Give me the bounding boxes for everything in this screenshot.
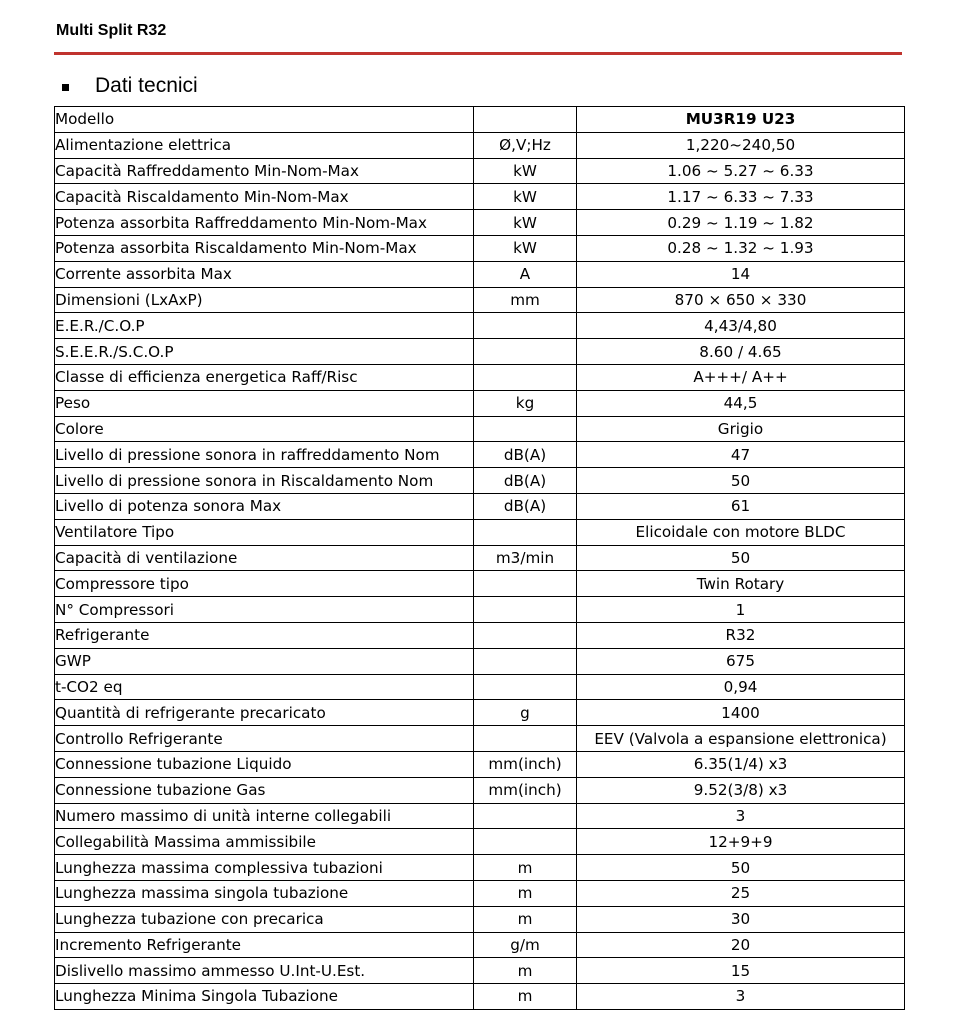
- document-title: Multi Split R32: [56, 22, 167, 39]
- spec-label: N° Compressori: [55, 597, 474, 623]
- spec-unit: dB(A): [474, 468, 577, 494]
- spec-label: Capacità Riscaldamento Min-Nom-Max: [55, 184, 474, 210]
- spec-value: 50: [577, 855, 905, 881]
- table-row: [55, 880, 905, 906]
- table-row: [55, 261, 905, 287]
- spec-label: Lunghezza massima singola tubazione: [55, 880, 474, 906]
- spec-label: Livello di pressione sonora in Riscaldamento Nom: [55, 468, 474, 494]
- spec-unit: [474, 648, 577, 674]
- table-row: [55, 132, 905, 158]
- spec-value: 12+9+9: [577, 829, 905, 855]
- spec-value: 0.29 ~ 1.19 ~ 1.82: [577, 210, 905, 236]
- spec-value: 0,94: [577, 674, 905, 700]
- spec-label: Dislivello massimo ammesso U.Int-U.Est.: [55, 958, 474, 984]
- table-row: [55, 597, 905, 623]
- table-row: [55, 210, 905, 236]
- spec-unit: [474, 339, 577, 365]
- spec-value: 25: [577, 880, 905, 906]
- table-row: [55, 906, 905, 932]
- spec-value: Grigio: [577, 416, 905, 442]
- spec-value: 3: [577, 984, 905, 1010]
- spec-value: 61: [577, 493, 905, 519]
- spec-value: 15: [577, 958, 905, 984]
- spec-label: Peso: [55, 390, 474, 416]
- spec-unit: [474, 416, 577, 442]
- spec-label: Dimensioni (LxAxP): [55, 287, 474, 313]
- table-row: [55, 958, 905, 984]
- spec-label: Connessione tubazione Liquido: [55, 751, 474, 777]
- table-row: [55, 751, 905, 777]
- table-row: [55, 571, 905, 597]
- spec-label: Controllo Refrigerante: [55, 726, 474, 752]
- spec-label: S.E.E.R./S.C.O.P: [55, 339, 474, 365]
- spec-unit: [474, 597, 577, 623]
- spec-value: 870 × 650 × 330: [577, 287, 905, 313]
- spec-unit: m: [474, 906, 577, 932]
- spec-label: Ventilatore Tipo: [55, 519, 474, 545]
- spec-value: 1: [577, 597, 905, 623]
- spec-unit: [474, 622, 577, 648]
- spec-label: Lunghezza massima complessiva tubazioni: [55, 855, 474, 881]
- spec-label: Refrigerante: [55, 622, 474, 648]
- table-row: [55, 855, 905, 881]
- table-row: [55, 416, 905, 442]
- spec-value: 675: [577, 648, 905, 674]
- table-row: [55, 648, 905, 674]
- table-row: [55, 313, 905, 339]
- spec-value: 47: [577, 442, 905, 468]
- spec-unit: g/m: [474, 932, 577, 958]
- spec-unit: kW: [474, 158, 577, 184]
- spec-label: E.E.R./C.O.P: [55, 313, 474, 339]
- table-row: [55, 932, 905, 958]
- spec-value: 14: [577, 261, 905, 287]
- spec-value: 4,43/4,80: [577, 313, 905, 339]
- title-divider: [54, 52, 902, 55]
- table-row: [55, 390, 905, 416]
- spec-value: 6.35(1/4) x3: [577, 751, 905, 777]
- spec-unit: [474, 107, 577, 133]
- spec-value: 50: [577, 545, 905, 571]
- spec-value: R32: [577, 622, 905, 648]
- spec-unit: [474, 726, 577, 752]
- spec-label: Potenza assorbita Riscaldamento Min-Nom-Max: [55, 235, 474, 261]
- bullet-icon: [62, 84, 69, 91]
- spec-label: Numero massimo di unità interne collegabili: [55, 803, 474, 829]
- spec-value: 1,220~240,50: [577, 132, 905, 158]
- spec-unit: dB(A): [474, 493, 577, 519]
- spec-label: Livello di pressione sonora in raffreddamento Nom: [55, 442, 474, 468]
- table-row: [55, 545, 905, 571]
- spec-value: 1.06 ~ 5.27 ~ 6.33: [577, 158, 905, 184]
- spec-unit: m: [474, 855, 577, 881]
- section-heading: [62, 74, 198, 98]
- spec-value: 9.52(3/8) x3: [577, 777, 905, 803]
- table-row: [55, 519, 905, 545]
- spec-unit: kW: [474, 210, 577, 236]
- spec-label: Colore: [55, 416, 474, 442]
- spec-value: Elicoidale con motore BLDC: [577, 519, 905, 545]
- spec-unit: [474, 803, 577, 829]
- spec-unit: [474, 674, 577, 700]
- spec-label: Compressore tipo: [55, 571, 474, 597]
- spec-label: t-CO2 eq: [55, 674, 474, 700]
- spec-label: Potenza assorbita Raffreddamento Min-Nom-Max: [55, 210, 474, 236]
- spec-label: Alimentazione elettrica: [55, 132, 474, 158]
- spec-value: 3: [577, 803, 905, 829]
- table-row: [55, 700, 905, 726]
- table-row: [55, 726, 905, 752]
- spec-unit: g: [474, 700, 577, 726]
- table-row: [55, 622, 905, 648]
- section-title: Dati tecnici: [95, 74, 198, 97]
- spec-label: Quantità di refrigerante precaricato: [55, 700, 474, 726]
- spec-unit: A: [474, 261, 577, 287]
- spec-unit: mm(inch): [474, 751, 577, 777]
- spec-label: Capacità di ventilazione: [55, 545, 474, 571]
- spec-unit: mm: [474, 287, 577, 313]
- table-row: [55, 829, 905, 855]
- spec-label: Connessione tubazione Gas: [55, 777, 474, 803]
- spec-value: 30: [577, 906, 905, 932]
- table-row: [55, 468, 905, 494]
- spec-value: 0.28 ~ 1.32 ~ 1.93: [577, 235, 905, 261]
- spec-label: Corrente assorbita Max: [55, 261, 474, 287]
- spec-label: Incremento Refrigerante: [55, 932, 474, 958]
- spec-unit: [474, 313, 577, 339]
- table-row: [55, 984, 905, 1010]
- spec-label: Classe di efficienza energetica Raff/Risc: [55, 364, 474, 390]
- table-row: [55, 158, 905, 184]
- spec-unit: [474, 829, 577, 855]
- spec-unit: m: [474, 958, 577, 984]
- spec-label: GWP: [55, 648, 474, 674]
- specs-table: [54, 106, 905, 1010]
- spec-unit: kW: [474, 184, 577, 210]
- spec-label: Livello di potenza sonora Max: [55, 493, 474, 519]
- table-row: [55, 493, 905, 519]
- spec-unit: [474, 364, 577, 390]
- spec-value: 50: [577, 468, 905, 494]
- table-row: [55, 364, 905, 390]
- spec-unit: [474, 519, 577, 545]
- spec-label: Lunghezza tubazione con precarica: [55, 906, 474, 932]
- table-row: [55, 287, 905, 313]
- spec-value: A+++/ A++: [577, 364, 905, 390]
- spec-label: Collegabilità Massima ammissibile: [55, 829, 474, 855]
- spec-unit: kW: [474, 235, 577, 261]
- spec-value: Twin Rotary: [577, 571, 905, 597]
- spec-unit: m3/min: [474, 545, 577, 571]
- spec-value: 20: [577, 932, 905, 958]
- spec-unit: [474, 571, 577, 597]
- spec-value: 44,5: [577, 390, 905, 416]
- table-row: [55, 442, 905, 468]
- spec-value: 1.17 ~ 6.33 ~ 7.33: [577, 184, 905, 210]
- spec-unit: Ø,V;Hz: [474, 132, 577, 158]
- spec-unit: kg: [474, 390, 577, 416]
- spec-value: 8.60 / 4.65: [577, 339, 905, 365]
- table-row: [55, 777, 905, 803]
- table-row: [55, 803, 905, 829]
- spec-unit: mm(inch): [474, 777, 577, 803]
- spec-label: Modello: [55, 107, 474, 133]
- table-row: [55, 107, 905, 133]
- table-row: [55, 674, 905, 700]
- spec-unit: m: [474, 880, 577, 906]
- spec-value: EEV (Valvola a espansione elettronica): [577, 726, 905, 752]
- table-row: [55, 339, 905, 365]
- table-row: [55, 184, 905, 210]
- spec-value: MU3R19 U23: [577, 107, 905, 133]
- spec-label: Capacità Raffreddamento Min-Nom-Max: [55, 158, 474, 184]
- table-row: [55, 235, 905, 261]
- spec-unit: m: [474, 984, 577, 1010]
- spec-unit: dB(A): [474, 442, 577, 468]
- spec-label: Lunghezza Minima Singola Tubazione: [55, 984, 474, 1010]
- spec-value: 1400: [577, 700, 905, 726]
